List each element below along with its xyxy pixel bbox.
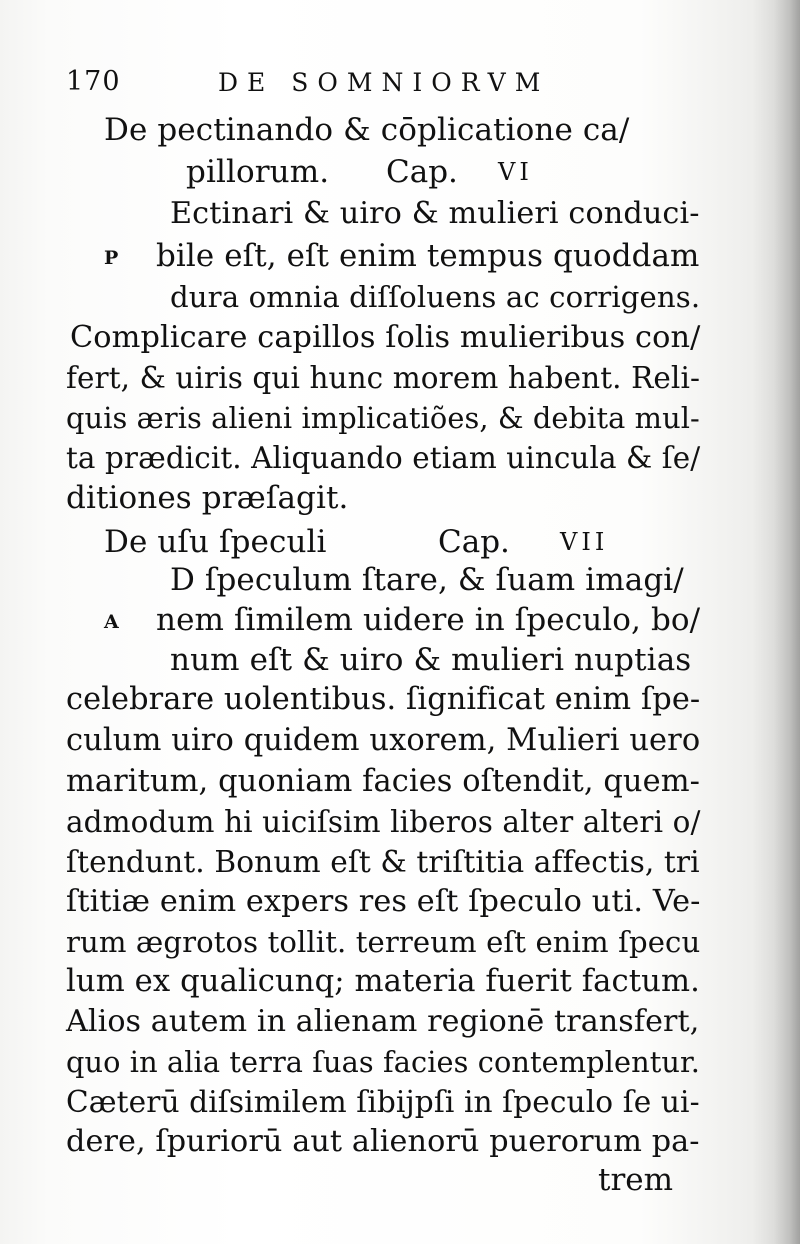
text-line: Ectinari & uiro & mulieri conduci-: [170, 196, 700, 231]
marginal-letter: P: [104, 247, 119, 269]
page-number: 170: [66, 66, 121, 97]
text-line: quis æris alieni implicatiões, & debita mul-: [66, 401, 700, 435]
chapter-label: Cap.: [386, 154, 458, 190]
catchword: trem: [598, 1162, 674, 1198]
text-line: fert, & uiris qui hunc morem habent. Reli-: [66, 361, 701, 395]
text-line: num eſt & uiro & mulieri nuptias: [170, 642, 692, 678]
text-line: dura omnia diſſoluens ac corrigens.: [170, 280, 701, 314]
text-line: nem ſimilem uidere in ſpeculo, bo/: [156, 602, 701, 638]
running-head: DE SOMNIORVM: [218, 68, 550, 97]
text-line: Cæterū diſsimilem ſibijpſi in ſpeculo ſe ui-: [66, 1085, 700, 1119]
text-line: maritum, quoniam facies oſtendit, quem-: [66, 764, 701, 799]
text-line: ditiones præſagit.: [66, 480, 349, 516]
text-line: rum ægrotos tollit. terreum eſt enim ſpecu: [66, 925, 701, 959]
chapter-title-line-1: De pectinando & cōplicatione ca/: [104, 112, 630, 148]
text-line: ſtendunt. Bonum eſt & triſtitia affectis, tri: [66, 844, 700, 879]
text-line: ta prædicit. Aliquando etiam uincula & ſe/: [66, 441, 701, 475]
chapter-title: De uſu ſpeculi: [104, 524, 327, 560]
text-line: culum uiro quidem uxorem, Mulieri uero: [66, 723, 701, 758]
text-line: admodum hi uiciſsim liberos alter alteri o/: [66, 805, 701, 839]
text-line: dere, ſpuriorū aut alienorū puerorum pa-: [66, 1124, 700, 1159]
marginal-letter: A: [104, 611, 119, 633]
text-line: bile eſt, eſt enim tempus quoddam: [156, 238, 700, 274]
page-header: [66, 66, 666, 106]
text-line: celebrare uolentibus. ſignificat enim ſpe-: [66, 682, 701, 717]
text-line: ſtitiæ enim expers res eſt ſpeculo uti. Ve-: [66, 884, 701, 919]
text-line: lum ex qualicunq; materia fuerit factum.: [66, 964, 700, 999]
text-line: Alios autem in alienam regionē transfert,: [66, 1004, 700, 1039]
text-line: Complicare capillos ſolis mulieribus con/: [70, 320, 701, 355]
page-edge-shadow: [774, 0, 800, 1244]
text-line: quo in alia terra ſuas facies contemplentur.: [66, 1045, 700, 1079]
text-line: D ſpeculum ſtare, & ſuam imagi/: [170, 562, 684, 598]
chapter-number: VII: [560, 528, 609, 556]
chapter-label: Cap.: [438, 524, 510, 560]
chapter-number: VI: [498, 158, 533, 186]
chapter-title-line-2: pillorum.: [186, 154, 330, 190]
